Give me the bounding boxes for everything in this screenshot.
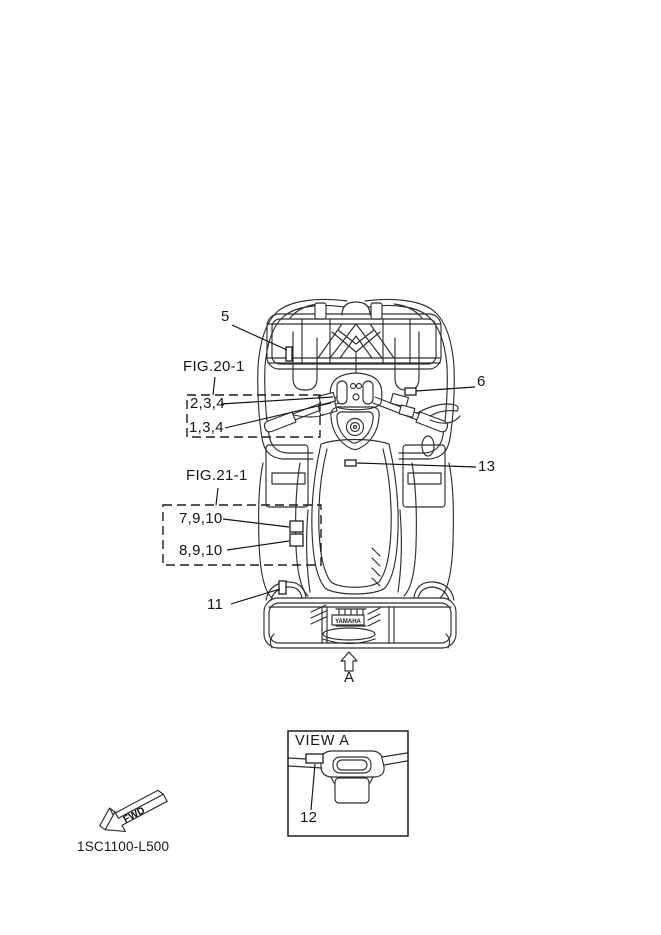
callout-6: 6 — [477, 373, 486, 390]
fig-ref-21-1: FIG.21-1 — [186, 467, 248, 484]
callout-13: 13 — [478, 458, 496, 475]
rear-rack — [264, 582, 456, 648]
leader-7-9-10 — [223, 519, 289, 527]
atv-top-view-drawing — [258, 299, 460, 648]
part-code: 1SC1100-L500 — [77, 839, 170, 854]
view-a-drawing — [289, 751, 407, 810]
brand-label: YAMAHA — [335, 619, 361, 625]
callout-2-3-4: 2,3,4 — [190, 395, 225, 412]
leader-5 — [232, 325, 287, 350]
fig-ref-20-1: FIG.20-1 — [183, 358, 245, 375]
marker-part-13 — [345, 460, 356, 466]
marker-part-12 — [306, 754, 323, 763]
marker-part-5 — [286, 347, 292, 361]
leader-fig-21-1 — [216, 488, 218, 505]
fuel-cap — [347, 419, 364, 436]
callout-12: 12 — [300, 809, 318, 826]
callout-5: 5 — [221, 308, 230, 325]
callout-11: 11 — [207, 596, 224, 613]
view-a-title: VIEW A — [295, 733, 350, 749]
fwd-label: FWD — [121, 805, 147, 826]
marker-part-11 — [279, 581, 286, 594]
marker-part-7-9-10 — [290, 521, 303, 532]
leader-13 — [357, 463, 476, 467]
marker-part-6 — [405, 388, 416, 395]
view-direction-label: A — [344, 669, 355, 686]
leader-fig-20-1 — [213, 377, 215, 395]
fuel-tank — [331, 407, 379, 450]
leader-6 — [416, 387, 475, 391]
callout-7-9-10: 7,9,10 — [179, 510, 223, 527]
leader-8-9-10 — [227, 541, 289, 550]
leader-2-3-4 — [221, 397, 333, 404]
fwd-arrow-icon — [95, 783, 171, 841]
callout-8-9-10: 8,9,10 — [179, 542, 223, 559]
callout-1-3-4: 1,3,4 — [189, 419, 224, 436]
marker-part-8-9-10 — [290, 534, 303, 546]
leader-12 — [311, 764, 315, 810]
